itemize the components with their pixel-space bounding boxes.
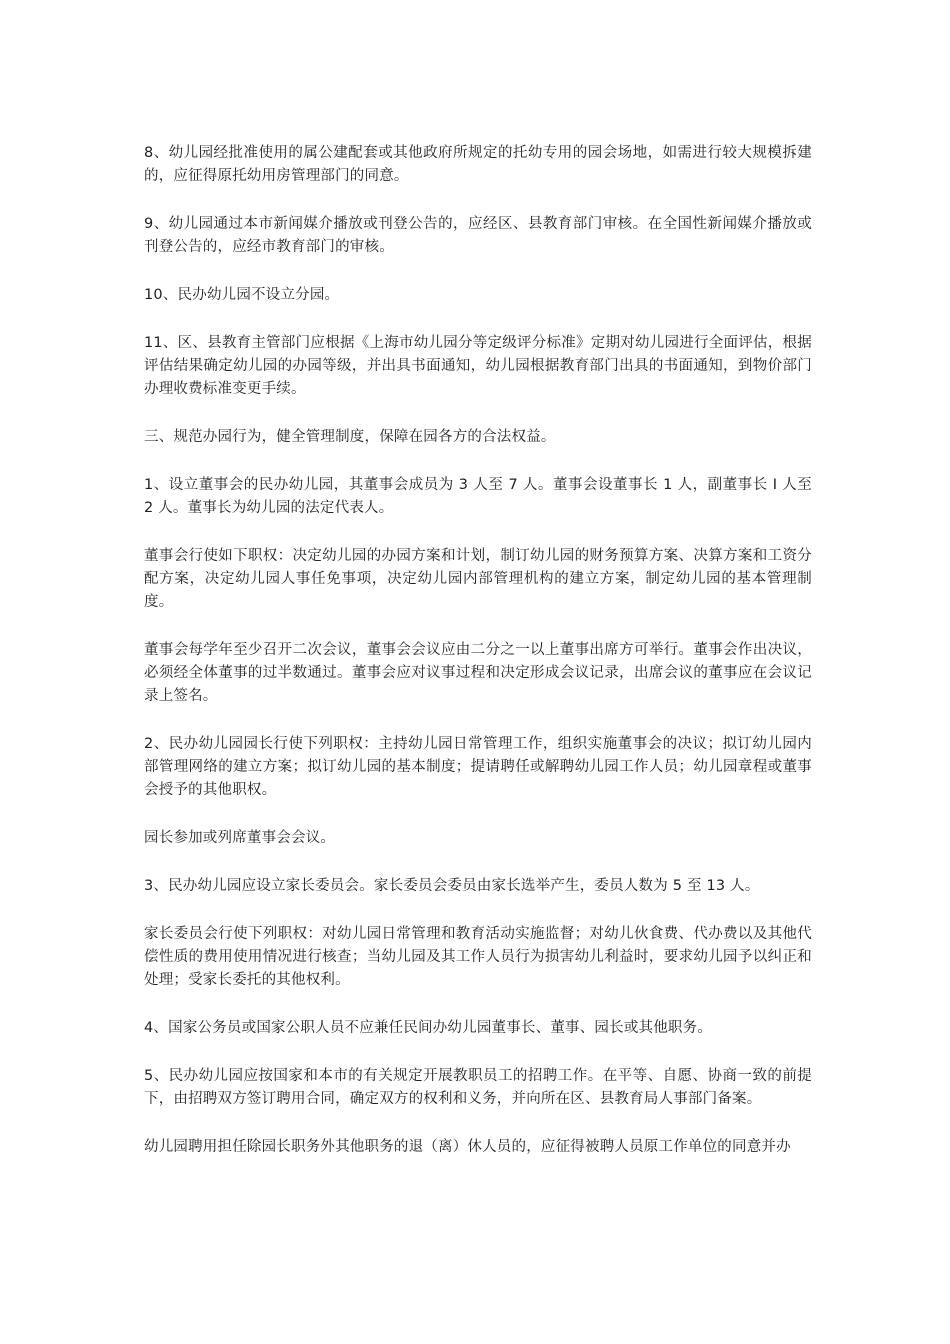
paragraph-parent-committee-powers: 家长委员会行使下列职权：对幼儿园日常管理和教育活动实施监督；对幼儿伙食费、代办费以及其他代偿性质的费用使用情况进行核查；当幼儿园及其工作人员行为损害幼儿利益时，要求幼儿园予以纠正和处理；受家长委托的其他权利。 [144,926,812,988]
paragraph-board-powers: 董事会行使如下职权：决定幼儿园的办园方案和计划，制订幼儿园的财务预算方案、决算方案和工资分配方案，决定幼儿园人事任免事项，决定幼儿园内部管理机构的建立方案，制定幼儿园的基本管理制度。 [144,548,812,610]
paragraph-item-8: 8、幼儿园经批准使用的属公建配套或其他政府所规定的托幼专用的园会场地，如需进行较大规模拆建的，应征得原托幼用房管理部门的同意。 [144,145,812,184]
paragraph-retiree-hiring: 幼儿园聘用担任除园长职务外其他职务的退（离）休人员的，应征得被聘人员原工作单位的同意并办 [144,1139,791,1155]
paragraph-director-powers: 2、民办幼儿园园长行使下列职权：主持幼儿园日常管理工作，组织实施董事会的决议；拟订幼儿园内部管理网络的建立方案；拟订幼儿园的基本制度；提请聘任或解聘幼儿园工作人员；幼儿园章程或董事会授予的其他职权。 [144,736,812,798]
paragraph-board-composition: 1、设立董事会的民办幼儿园，其董事会成员为 3 人至 7 人。董事会设董事长 1 人，副董事长 I 人至 2 人。董事长为幼儿园的法定代表人。 [144,477,812,516]
paragraph-item-10: 10、民办幼儿园不设立分园。 [144,287,340,303]
paragraph-parent-committee: 3、民办幼儿园应设立家长委员会。家长委员会委员由家长选举产生，委员人数为 5 至 13 人。 [144,878,760,894]
paragraph-item-11: 11、区、县教育主管部门应根据《上海市幼儿园分等定级评分标准》定期对幼儿园进行全面评估，根据评估结果确定幼儿园的办园等级，并出具书面通知，幼儿园根据教育部门出具的书面通知，到物价部门办理收费标准变更手续。 [144,335,812,397]
paragraph-staff-recruitment: 5、民办幼儿园应按国家和本市的有关规定开展教职员工的招聘工作。在平等、自愿、协商一致的前提下，由招聘双方签订聘用合同，确定双方的权利和义务，并向所在区、县教育局人事部门备案。 [144,1068,812,1107]
paragraph-board-meetings: 董事会每学年至少召开二次会议，董事会会议应由二分之一以上董事出席方可举行。董事会作出决议，必须经全体董事的过半数通过。董事会应对议事过程和决定形成会议记录，出席会议的董事应在会议记录上签名。 [144,642,812,704]
paragraph-director-attendance: 园长参加或列席董事会会议。 [144,830,336,846]
document-body [144,142,812,1184]
section-heading-3: 三、规范办园行为，健全管理制度，保障在园各方的合法权益。 [144,429,556,445]
paragraph-civil-servant-restriction: 4、国家公务员或国家公职人员不应兼任民间办幼儿园董事长、董事、园长或其他职务。 [144,1020,713,1036]
paragraph-item-9: 9、幼儿园通过本市新闻媒介播放或刊登公告的，应经区、县教育部门审核。在全国性新闻媒介播放或刊登公告的，应经市教育部门的审核。 [144,216,812,255]
